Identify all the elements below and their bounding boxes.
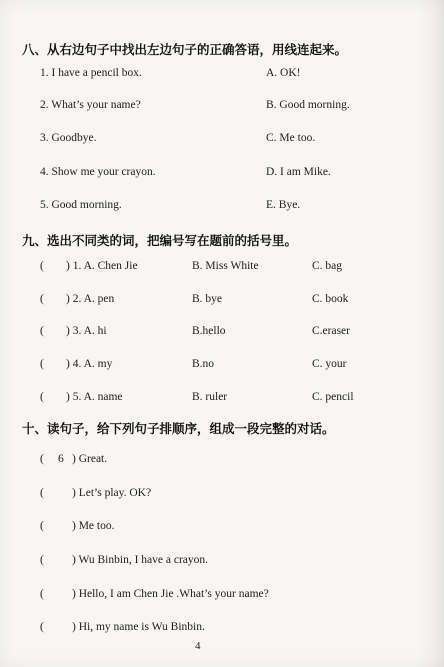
- match-left-5: 5. Good morning.: [40, 199, 122, 211]
- sentence-text: ) Let’s play. OK?: [72, 487, 152, 499]
- order-row-6: [0, 618, 444, 636]
- match-left-1: 1. I have a pencil box.: [40, 67, 142, 79]
- option-b: B. ruler: [192, 391, 228, 403]
- answer-paren[interactable]: (: [40, 358, 44, 370]
- match-right-e: E. Bye.: [266, 199, 301, 211]
- option-a: ) 4. A. my: [66, 358, 113, 370]
- sentence-text: ) Hi, my name is Wu Binbin.: [72, 621, 205, 633]
- option-c: C. bag: [312, 260, 343, 272]
- match-row-3: [0, 129, 444, 147]
- page-number: 4: [195, 640, 201, 652]
- match-row-1: [0, 64, 444, 82]
- option-a: ) 1. A. Chen Jie: [66, 260, 138, 272]
- option-b: B.hello: [192, 325, 226, 337]
- option-c: C. pencil: [312, 391, 354, 403]
- match-left-3: 3. Goodbye.: [40, 132, 97, 144]
- option-b: B. Miss White: [192, 260, 259, 272]
- match-left-4: 4. Show me your crayon.: [40, 166, 156, 178]
- match-right-d: D. I am Mike.: [266, 166, 331, 178]
- option-a: ) 5. A. name: [66, 391, 123, 403]
- answer-paren[interactable]: (: [40, 293, 44, 305]
- section-9-title: 九、选出不同类的词，把编号写在题前的括号里。: [22, 233, 298, 248]
- order-row-3: [0, 517, 444, 535]
- order-row-2: [0, 484, 444, 502]
- answer-paren[interactable]: (: [40, 520, 44, 532]
- odd-one-out-row-4: [0, 355, 444, 373]
- option-b: B. bye: [192, 293, 223, 305]
- order-row-5: [0, 585, 444, 603]
- answer-paren[interactable]: (: [40, 487, 44, 499]
- odd-one-out-row-2: [0, 290, 444, 308]
- option-a: ) 3. A. hi: [66, 325, 107, 337]
- sentence-text: ) Hello, I am Chen Jie .What’s your name?: [72, 588, 269, 600]
- odd-one-out-row-1: [0, 257, 444, 275]
- match-left-2: 2. What’s your name?: [40, 99, 141, 111]
- order-row-1: [0, 450, 444, 468]
- answer-paren[interactable]: (: [40, 453, 44, 465]
- match-row-2: [0, 96, 444, 114]
- answer-paren[interactable]: (: [40, 621, 44, 633]
- answer-paren[interactable]: (: [40, 325, 44, 337]
- match-row-5: [0, 196, 444, 214]
- section-8-title: 八、从右边句子中找出左边句子的正确答语，用线连起来。: [22, 42, 348, 57]
- match-right-b: B. Good morning.: [266, 99, 350, 111]
- option-c: C.eraser: [312, 325, 350, 337]
- answer-paren[interactable]: (: [40, 588, 44, 600]
- sentence-text: ) Me too.: [72, 520, 115, 532]
- sentence-text: ) Great.: [72, 453, 108, 465]
- option-a: ) 2. A. pen: [66, 293, 115, 305]
- option-c: C. book: [312, 293, 349, 305]
- sentence-text: ) Wu Binbin, I have a crayon.: [72, 554, 209, 566]
- odd-one-out-row-3: [0, 322, 444, 340]
- option-b: B.no: [192, 358, 215, 370]
- option-c: C. your: [312, 358, 347, 370]
- answer-paren[interactable]: (: [40, 260, 44, 272]
- section-10-title: 十、读句子，给下列句子排顺序，组成一段完整的对话。: [22, 421, 335, 436]
- order-row-4: [0, 551, 444, 569]
- match-right-c: C. Me too.: [266, 132, 316, 144]
- match-row-4: [0, 163, 444, 181]
- answer-paren[interactable]: (: [40, 554, 44, 566]
- odd-one-out-row-5: [0, 388, 444, 406]
- filled-answer: 6: [58, 453, 64, 465]
- match-right-a: A. OK!: [266, 67, 301, 79]
- answer-paren[interactable]: (: [40, 391, 44, 403]
